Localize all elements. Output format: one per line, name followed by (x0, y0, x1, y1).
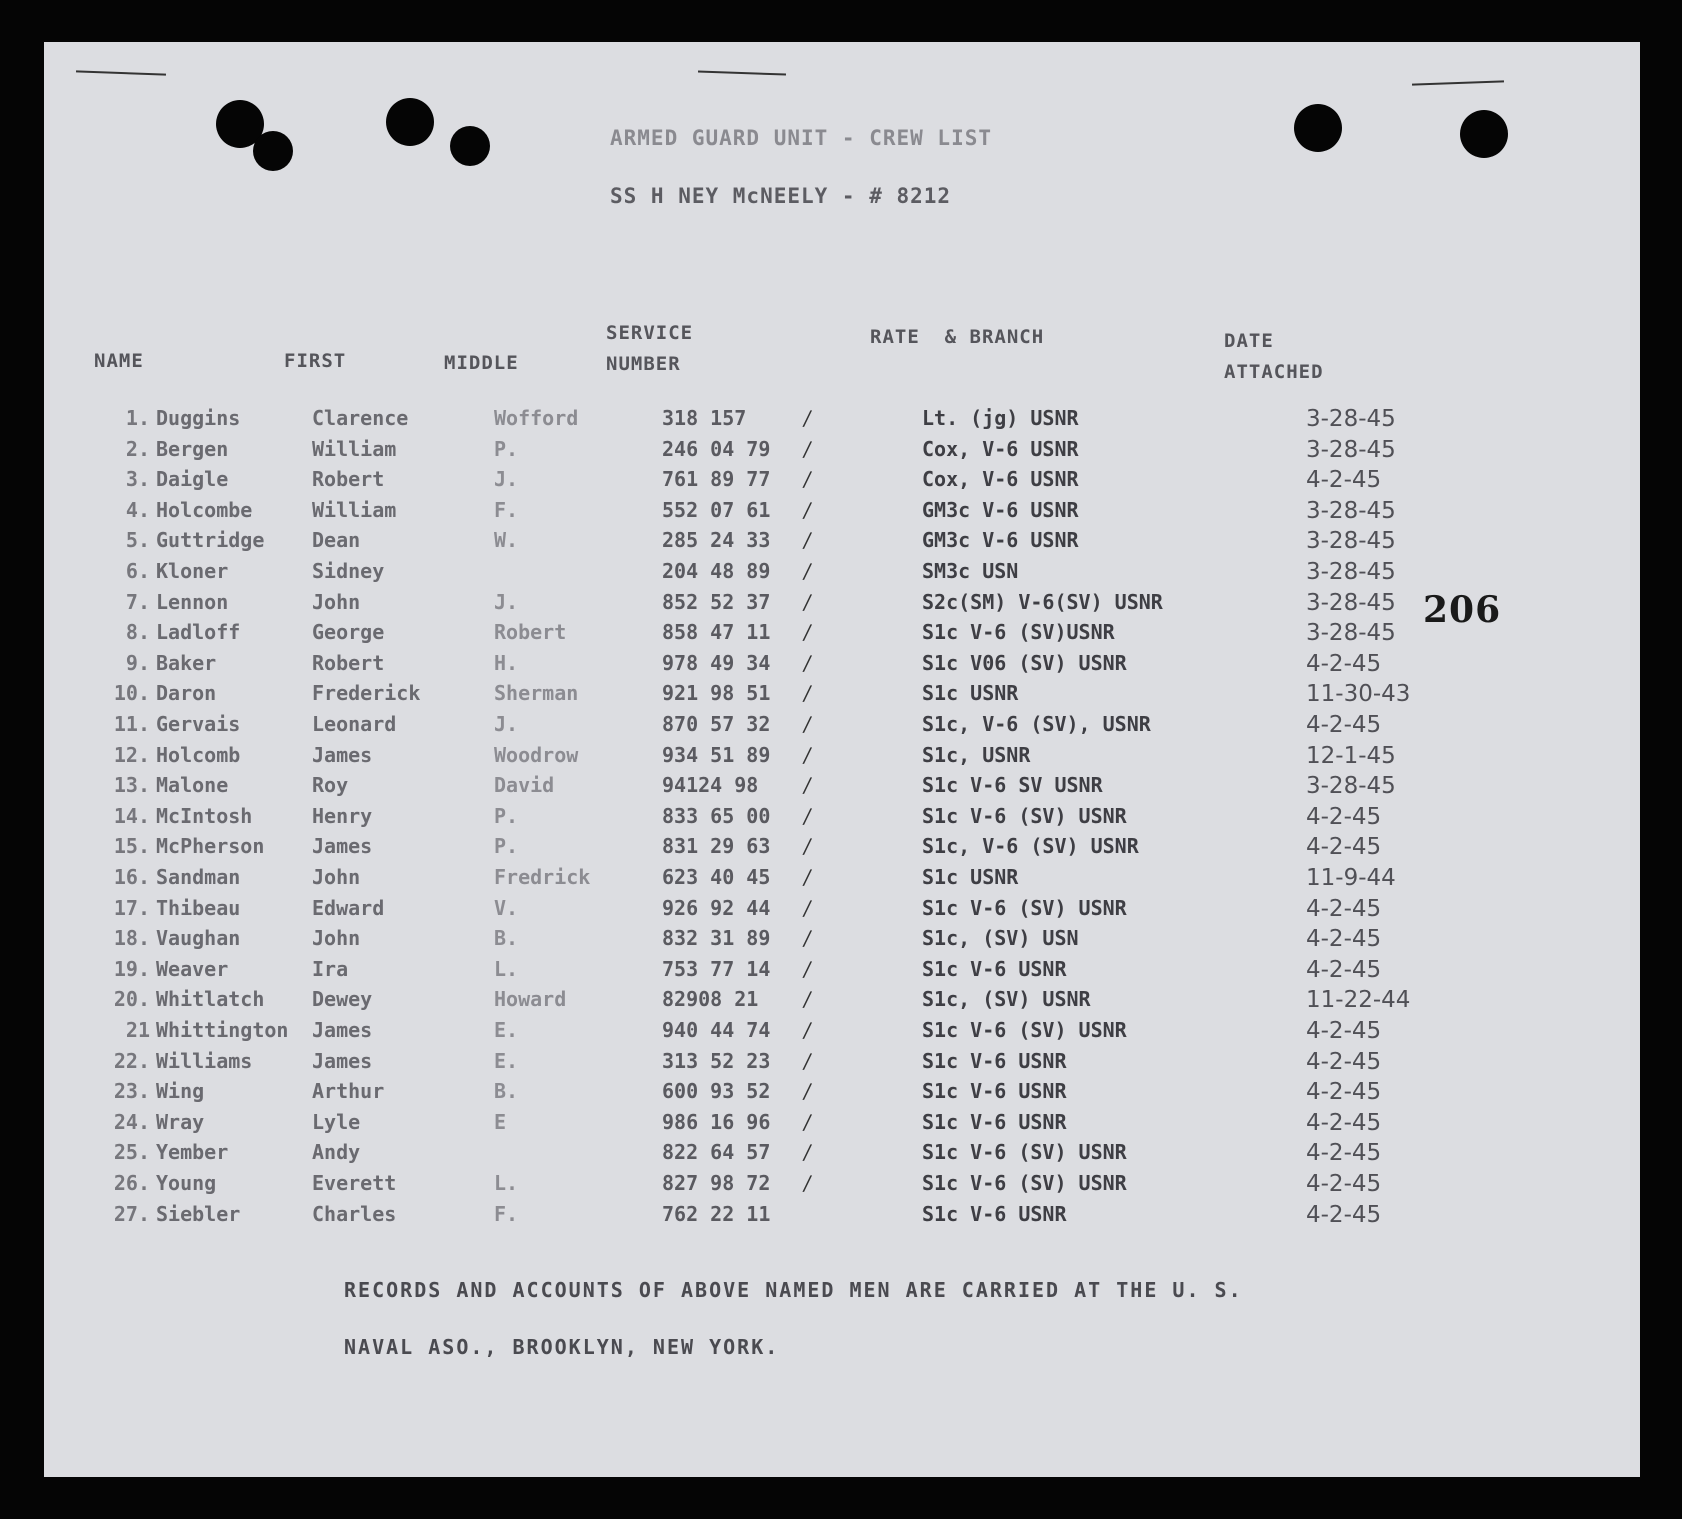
crew-first-name: James (312, 1018, 373, 1042)
crew-date-attached: 11-30-43 (1306, 681, 1411, 708)
crew-number: 3. (125, 467, 150, 492)
crew-last-name: Whittington (156, 1018, 289, 1042)
crew-rate-branch: S2c(SM) V-6(SV) USNR (922, 589, 1163, 614)
crew-middle-name: V. (494, 895, 519, 920)
crew-first-name: Roy (312, 773, 349, 798)
crew-number: 4. (125, 497, 150, 522)
crew-middle-name: B. (494, 926, 519, 951)
crew-row (44, 437, 1640, 467)
crew-last-name: Ladloff (156, 620, 241, 645)
crew-number: 1. (125, 406, 150, 430)
crew-date-attached: 11-22-44 (1306, 987, 1411, 1014)
crew-first-name: Leonard (312, 712, 397, 736)
crew-rate-branch: S1c, V-6 (SV), USNR (922, 712, 1151, 736)
crew-service-number: 822 64 57 (662, 1140, 771, 1165)
crew-last-name: Young (156, 1171, 217, 1195)
crew-rate-branch: S1c V-6 (SV) USNR (922, 1140, 1127, 1165)
crew-number: 11. (113, 712, 150, 736)
crew-service-number: 318 157 (662, 406, 747, 430)
crew-date-attached: 4-2-45 (1306, 803, 1382, 830)
punch-hole (1294, 104, 1342, 152)
crew-first-name: James (312, 742, 373, 767)
crew-date-attached: 4-2-45 (1306, 895, 1382, 922)
check-mark: / (801, 1079, 813, 1104)
crew-row (44, 926, 1640, 956)
crew-number: 24. (113, 1109, 150, 1134)
crew-rate-branch: Cox, V-6 USNR (922, 467, 1079, 492)
crew-middle-name: H. (494, 650, 519, 675)
crew-rate-branch: S1c V-6 (SV) USNR (922, 1171, 1127, 1195)
crew-rate-branch: GM3c V-6 USNR (922, 497, 1079, 522)
crew-first-name: Clarence (312, 406, 409, 430)
crew-service-number: 858 47 11 (662, 620, 771, 645)
crew-row (44, 1049, 1640, 1079)
crew-rate-branch: S1c V06 (SV) USNR (922, 650, 1127, 675)
crew-service-number: 832 31 89 (662, 926, 771, 951)
crew-service-number: 827 98 72 (662, 1171, 771, 1195)
check-mark: / (801, 1140, 813, 1165)
check-mark: / (801, 1048, 813, 1073)
check-mark: / (801, 834, 813, 859)
crew-rate-branch: Cox, V-6 USNR (922, 436, 1079, 461)
crew-middle-name: J. (494, 467, 519, 492)
crew-number: 18. (113, 926, 150, 951)
crew-last-name: Vaughan (156, 926, 241, 951)
crew-row (44, 1110, 1640, 1140)
crew-date-attached: 3-28-45 (1306, 773, 1396, 800)
header-service-number: SERVICE NUMBER (606, 322, 694, 375)
crew-row (44, 651, 1640, 681)
crew-service-number: 940 44 74 (662, 1018, 771, 1042)
footer-line-2: NAVAL ASO., BROOKLYN, NEW YORK. (344, 1335, 780, 1359)
crew-row (44, 406, 1640, 436)
crew-date-attached: 12-1-45 (1306, 742, 1396, 769)
crew-date-attached: 4-2-45 (1306, 926, 1382, 953)
crew-middle-name: W. (494, 528, 519, 553)
header-rate-branch: RATE & BRANCH (870, 326, 1045, 348)
crew-last-name: Malone (156, 773, 229, 798)
pen-mark (1412, 80, 1504, 85)
crew-row (44, 1202, 1640, 1232)
check-mark: / (801, 1171, 813, 1195)
crew-rate-branch: S1c, (SV) USN (922, 926, 1079, 951)
crew-last-name: McIntosh (156, 803, 253, 828)
crew-first-name: Andy (312, 1140, 361, 1165)
crew-row (44, 896, 1640, 926)
crew-first-name: Arthur (312, 1079, 385, 1104)
crew-last-name: Sandman (156, 865, 241, 889)
crew-last-name: Duggins (156, 406, 241, 430)
check-mark: / (801, 620, 813, 645)
crew-rate-branch: GM3c V-6 USNR (922, 528, 1079, 553)
crew-date-attached: 4-2-45 (1306, 1048, 1382, 1075)
crew-number: 17. (113, 895, 150, 920)
crew-first-name: Ira (312, 956, 349, 981)
crew-first-name: James (312, 834, 373, 859)
crew-middle-name: Wofford (494, 406, 579, 430)
crew-rate-branch: S1c V-6 USNR (922, 1048, 1067, 1073)
crew-first-name: William (312, 436, 397, 461)
crew-middle-name: P. (494, 436, 519, 461)
punch-hole (253, 131, 293, 171)
crew-number: 2. (125, 436, 150, 461)
crew-number: 9. (125, 650, 150, 675)
crew-service-number: 753 77 14 (662, 956, 771, 981)
crew-middle-name: P. (494, 803, 519, 828)
crew-date-attached: 4-2-45 (1306, 1171, 1382, 1197)
crew-last-name: Baker (156, 650, 217, 675)
crew-date-attached: 3-28-45 (1306, 528, 1396, 555)
crew-last-name: McPherson (156, 834, 265, 859)
crew-first-name: Sidney (312, 559, 385, 583)
crew-row (44, 1079, 1640, 1109)
crew-row (44, 528, 1640, 558)
check-mark: / (801, 1109, 813, 1134)
crew-service-number: 934 51 89 (662, 742, 771, 767)
crew-row (44, 681, 1640, 711)
crew-middle-name: Fredrick (494, 865, 591, 889)
pen-mark (698, 70, 786, 75)
crew-middle-name: Sherman (494, 681, 579, 706)
crew-service-number: 986 16 96 (662, 1109, 771, 1134)
check-mark: / (801, 528, 813, 553)
crew-first-name: Robert (312, 650, 385, 675)
crew-rate-branch: S1c V-6 USNR (922, 1109, 1067, 1134)
crew-middle-name: B. (494, 1079, 519, 1104)
crew-rate-branch: S1c V-6 (SV) USNR (922, 1018, 1127, 1042)
crew-number: 23. (113, 1079, 150, 1104)
crew-row (44, 987, 1640, 1017)
crew-number: 25. (113, 1140, 150, 1165)
check-mark: / (801, 987, 813, 1012)
check-mark: / (801, 895, 813, 920)
crew-date-attached: 4-2-45 (1306, 650, 1382, 677)
crew-number: 12. (113, 742, 150, 767)
crew-first-name: Dean (312, 528, 361, 553)
crew-last-name: Holcombe (156, 497, 253, 522)
crew-row (44, 743, 1640, 773)
crew-date-attached: 4-2-45 (1306, 1140, 1382, 1167)
crew-rate-branch: S1c USNR (922, 865, 1019, 889)
crew-last-name: Lennon (156, 589, 229, 614)
check-mark: / (801, 803, 813, 828)
footer-line-1: RECORDS AND ACCOUNTS OF ABOVE NAMED MEN ARE CARRIED AT THE U. S. (344, 1278, 1243, 1302)
crew-middle-name: E. (494, 1048, 519, 1073)
punch-hole (386, 98, 434, 146)
check-mark: / (801, 467, 813, 492)
crew-last-name: Holcomb (156, 742, 241, 767)
crew-middle-name: Howard (494, 987, 567, 1012)
crew-row (44, 957, 1640, 987)
crew-date-attached: 3-28-45 (1306, 406, 1396, 432)
crew-date-attached: 4-2-45 (1306, 1201, 1382, 1228)
crew-service-number: 285 24 33 (662, 528, 771, 553)
check-mark: / (801, 559, 813, 583)
header-date-attached: DATE ATTACHED (1224, 330, 1324, 383)
crew-row (44, 865, 1640, 895)
crew-first-name: John (312, 865, 361, 889)
crew-last-name: Siebler (156, 1201, 241, 1226)
crew-row (44, 712, 1640, 742)
ship-title: SS H NEY McNEELY - # 8212 (610, 184, 952, 208)
crew-service-number: 762 22 11 (662, 1201, 771, 1226)
crew-row (44, 834, 1640, 864)
crew-date-attached: 11-9-44 (1306, 865, 1396, 891)
crew-number: 20. (113, 987, 150, 1012)
crew-last-name: Wing (156, 1079, 205, 1104)
crew-rate-branch: S1c V-6 SV USNR (922, 773, 1103, 798)
crew-rate-branch: S1c, USNR (922, 742, 1031, 767)
crew-last-name: Wray (156, 1109, 205, 1134)
crew-date-attached: 4-2-45 (1306, 834, 1382, 861)
crew-row (44, 620, 1640, 650)
crew-number: 6. (125, 559, 150, 583)
crew-number: 14. (113, 803, 150, 828)
crew-date-attached: 4-2-45 (1306, 467, 1382, 494)
crew-rate-branch: S1c V-6 (SV) USNR (922, 803, 1127, 828)
document-title: ARMED GUARD UNIT - CREW LIST (610, 126, 993, 150)
crew-date-attached: 3-28-45 (1306, 497, 1396, 524)
check-mark: / (801, 926, 813, 951)
crew-last-name: Bergen (156, 436, 229, 461)
crew-first-name: Everett (312, 1171, 397, 1195)
check-mark: / (801, 436, 813, 461)
crew-middle-name: P. (494, 834, 519, 859)
check-mark: / (801, 1018, 813, 1042)
crew-number: 26. (113, 1171, 150, 1195)
crew-last-name: Kloner (156, 559, 229, 583)
crew-middle-name: L. (494, 1171, 519, 1195)
crew-rate-branch: S1c V-6 (SV)USNR (922, 620, 1115, 645)
crew-rate-branch: S1c V-6 USNR (922, 956, 1067, 981)
crew-first-name: Edward (312, 895, 385, 920)
page-number-stamp: 206 (1423, 589, 1502, 631)
crew-rate-branch: S1c USNR (922, 681, 1019, 706)
crew-middle-name: Woodrow (494, 742, 579, 767)
crew-date-attached: 3-28-45 (1306, 559, 1396, 585)
crew-row (44, 773, 1640, 803)
check-mark: / (801, 589, 813, 614)
crew-middle-name: F. (494, 1201, 519, 1226)
header-middle: MIDDLE (444, 352, 519, 374)
check-mark: / (801, 742, 813, 767)
crew-service-number: 926 92 44 (662, 895, 771, 920)
crew-service-number: 600 93 52 (662, 1079, 771, 1104)
crew-date-attached: 4-2-45 (1306, 956, 1382, 983)
crew-date-attached: 4-2-45 (1306, 1109, 1382, 1136)
check-mark: / (801, 865, 813, 889)
crew-rate-branch: S1c V-6 USNR (922, 1079, 1067, 1104)
crew-first-name: George (312, 620, 385, 645)
crew-last-name: Gervais (156, 712, 241, 736)
crew-number: 13. (113, 773, 150, 798)
check-mark: / (801, 497, 813, 522)
crew-row (44, 498, 1640, 528)
crew-row (44, 1140, 1640, 1170)
check-mark: / (801, 773, 813, 798)
crew-first-name: John (312, 926, 361, 951)
crew-date-attached: 4-2-45 (1306, 712, 1382, 738)
crew-last-name: Daigle (156, 467, 229, 492)
crew-rate-branch: S1c, V-6 (SV) USNR (922, 834, 1139, 859)
crew-date-attached: 4-2-45 (1306, 1018, 1382, 1044)
crew-number: 16. (113, 865, 150, 889)
crew-service-number: 921 98 51 (662, 681, 771, 706)
crew-middle-name: David (494, 773, 555, 798)
crew-first-name: Charles (312, 1201, 397, 1226)
crew-rate-branch: S1c, (SV) USNR (922, 987, 1091, 1012)
crew-number: 8. (125, 620, 150, 645)
crew-middle-name: E. (494, 1018, 519, 1042)
crew-last-name: Williams (156, 1048, 253, 1073)
crew-number: 27. (113, 1201, 150, 1226)
crew-service-number: 82908 21 (662, 987, 759, 1012)
crew-middle-name: J. (494, 589, 519, 614)
crew-service-number: 246 04 79 (662, 436, 771, 461)
crew-service-number: 978 49 34 (662, 650, 771, 675)
crew-service-number: 204 48 89 (662, 559, 771, 583)
crew-service-number: 852 52 37 (662, 589, 771, 614)
crew-number: 10. (113, 681, 150, 706)
crew-date-attached: 3-28-45 (1306, 436, 1396, 463)
crew-number: 19. (113, 956, 150, 981)
header-first: FIRST (284, 350, 347, 372)
crew-service-number: 761 89 77 (662, 467, 771, 492)
crew-date-attached: 4-2-45 (1306, 1079, 1382, 1106)
crew-last-name: Guttridge (156, 528, 265, 553)
crew-first-name: James (312, 1048, 373, 1073)
pen-mark (76, 70, 166, 75)
crew-row (44, 1018, 1640, 1048)
crew-first-name: Henry (312, 803, 373, 828)
crew-row (44, 1171, 1640, 1201)
crew-number: 7. (125, 589, 150, 614)
crew-date-attached: 3-28-45 (1306, 589, 1396, 616)
crew-last-name: Thibeau (156, 895, 241, 920)
punch-hole (1460, 110, 1508, 158)
punch-hole (450, 126, 490, 166)
crew-middle-name: F. (494, 497, 519, 522)
crew-service-number: 552 07 61 (662, 497, 771, 522)
crew-middle-name: E (494, 1109, 507, 1134)
crew-row (44, 590, 1640, 620)
crew-rate-branch: Lt. (jg) USNR (922, 406, 1079, 430)
crew-row (44, 804, 1640, 834)
crew-first-name: Lyle (312, 1109, 361, 1134)
crew-number: 15. (113, 834, 150, 859)
crew-service-number: 831 29 63 (662, 834, 771, 859)
crew-middle-name: Robert (494, 620, 567, 645)
document-page (44, 42, 1640, 1477)
crew-middle-name: J. (494, 712, 519, 736)
crew-rate-branch: S1c V-6 (SV) USNR (922, 895, 1127, 920)
check-mark: / (801, 681, 813, 706)
crew-first-name: Robert (312, 467, 385, 492)
crew-date-attached: 3-28-45 (1306, 620, 1396, 647)
crew-last-name: Weaver (156, 956, 229, 981)
crew-rate-branch: S1c V-6 USNR (922, 1201, 1067, 1226)
crew-number: 5. (125, 528, 150, 553)
crew-service-number: 94124 98 (662, 773, 759, 798)
crew-first-name: William (312, 497, 397, 522)
crew-middle-name: L. (494, 956, 519, 981)
crew-first-name: John (312, 589, 361, 614)
check-mark: / (801, 650, 813, 675)
check-mark: / (801, 956, 813, 981)
crew-service-number: 870 57 32 (662, 712, 771, 736)
crew-service-number: 833 65 00 (662, 803, 771, 828)
crew-service-number: 623 40 45 (662, 865, 771, 889)
crew-row (44, 559, 1640, 589)
crew-last-name: Whitlatch (156, 987, 265, 1012)
crew-first-name: Dewey (312, 987, 373, 1012)
crew-number: 22. (113, 1048, 150, 1073)
crew-rate-branch: SM3c USN (922, 559, 1019, 583)
crew-last-name: Yember (156, 1140, 229, 1165)
crew-number: 21 (125, 1018, 150, 1042)
crew-last-name: Daron (156, 681, 217, 706)
header-name: NAME (94, 350, 144, 372)
crew-first-name: Frederick (312, 681, 421, 706)
crew-row (44, 467, 1640, 497)
crew-service-number: 313 52 23 (662, 1048, 771, 1073)
check-mark: / (801, 712, 813, 736)
check-mark: / (801, 406, 813, 430)
